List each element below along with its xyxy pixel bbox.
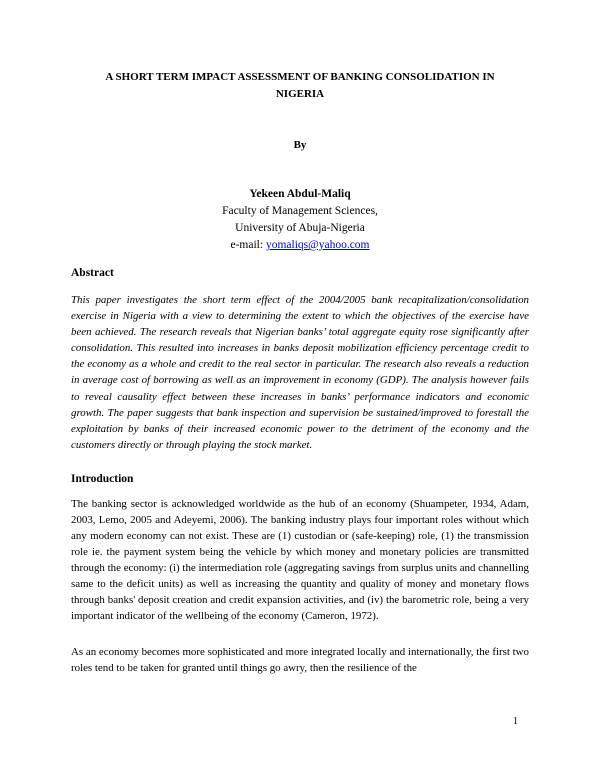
abstract-text: This paper investigates the short term effect of the 2004/2005 bank recapitalization/consolidation exercise in Nigeria with a view to determining the extent to which the objectives of the exercise have been achieved. The research reveals that Nigerian banks’ total aggregate equity rose significantly after consolidation. This resulted into increases in banks deposit mobilization efficiency percentage credit to the economy as a whole and credit to the real sector in particular. The research also reveals a reduction in average cost of borrowing as well as an improvement in economy (GDP). The analysis however fails to reveal causality effect between these increases in banks’ performance indicators and economic growth. The paper suggests that bank inspection and supervision be sustained/improved to forestall the exploitation by banks of their increased economic power to the detriment of the economy and the customers directly or through playing the stock market. xyxy=(71,294,529,451)
by-label: By xyxy=(293,139,307,151)
email-line xyxy=(0,237,600,254)
page-number: 1 xyxy=(513,716,518,727)
author-name: Yekeen Abdul-Maliq xyxy=(249,188,351,200)
email-link[interactable]: yomaliqs@yahoo.com xyxy=(265,239,370,251)
author-block xyxy=(0,186,600,254)
paper-title: A SHORT TERM IMPACT ASSESSMENT OF BANKING CONSOLIDATION IN NIGERIA xyxy=(105,71,495,100)
affiliation-line-1: Faculty of Management Sciences, xyxy=(222,205,378,217)
introduction-paragraph-2: As an economy becomes more sophisticated and more integrated locally and internationally, the first two roles tend to be taken for granted until things go awry, then the resilience of the xyxy=(71,646,529,674)
email-label: e-mail: xyxy=(230,239,266,251)
introduction-paragraph-1: The banking sector is acknowledged worldwide as the hub of an economy (Shuampeter, 1934, Adam, 2003, Lemo, 2005 and Adeyemi, 2006). The banking industry plays four important roles without which any modern economy can not exist. These are (1) custodian or (safe-keeping) role, (1) the transmission role ie. the payment system being the vehicle by which money and monetary policies are transmitted through the economy: (i) the intermediation role (aggregating savings from surplus units and channelling same to the deficit units) as well as increasing the quantity and quality of money and monetary flows through banks' deposit creation and credit expansion activities, and (iv) the barometric role, being a very important indicator of the wellbeing of the economy (Cameron, 1972). xyxy=(71,498,529,622)
affiliation-line-2: University of Abuja-Nigeria xyxy=(235,222,365,234)
abstract-heading: Abstract xyxy=(71,267,114,279)
introduction-heading: Introduction xyxy=(71,473,134,485)
